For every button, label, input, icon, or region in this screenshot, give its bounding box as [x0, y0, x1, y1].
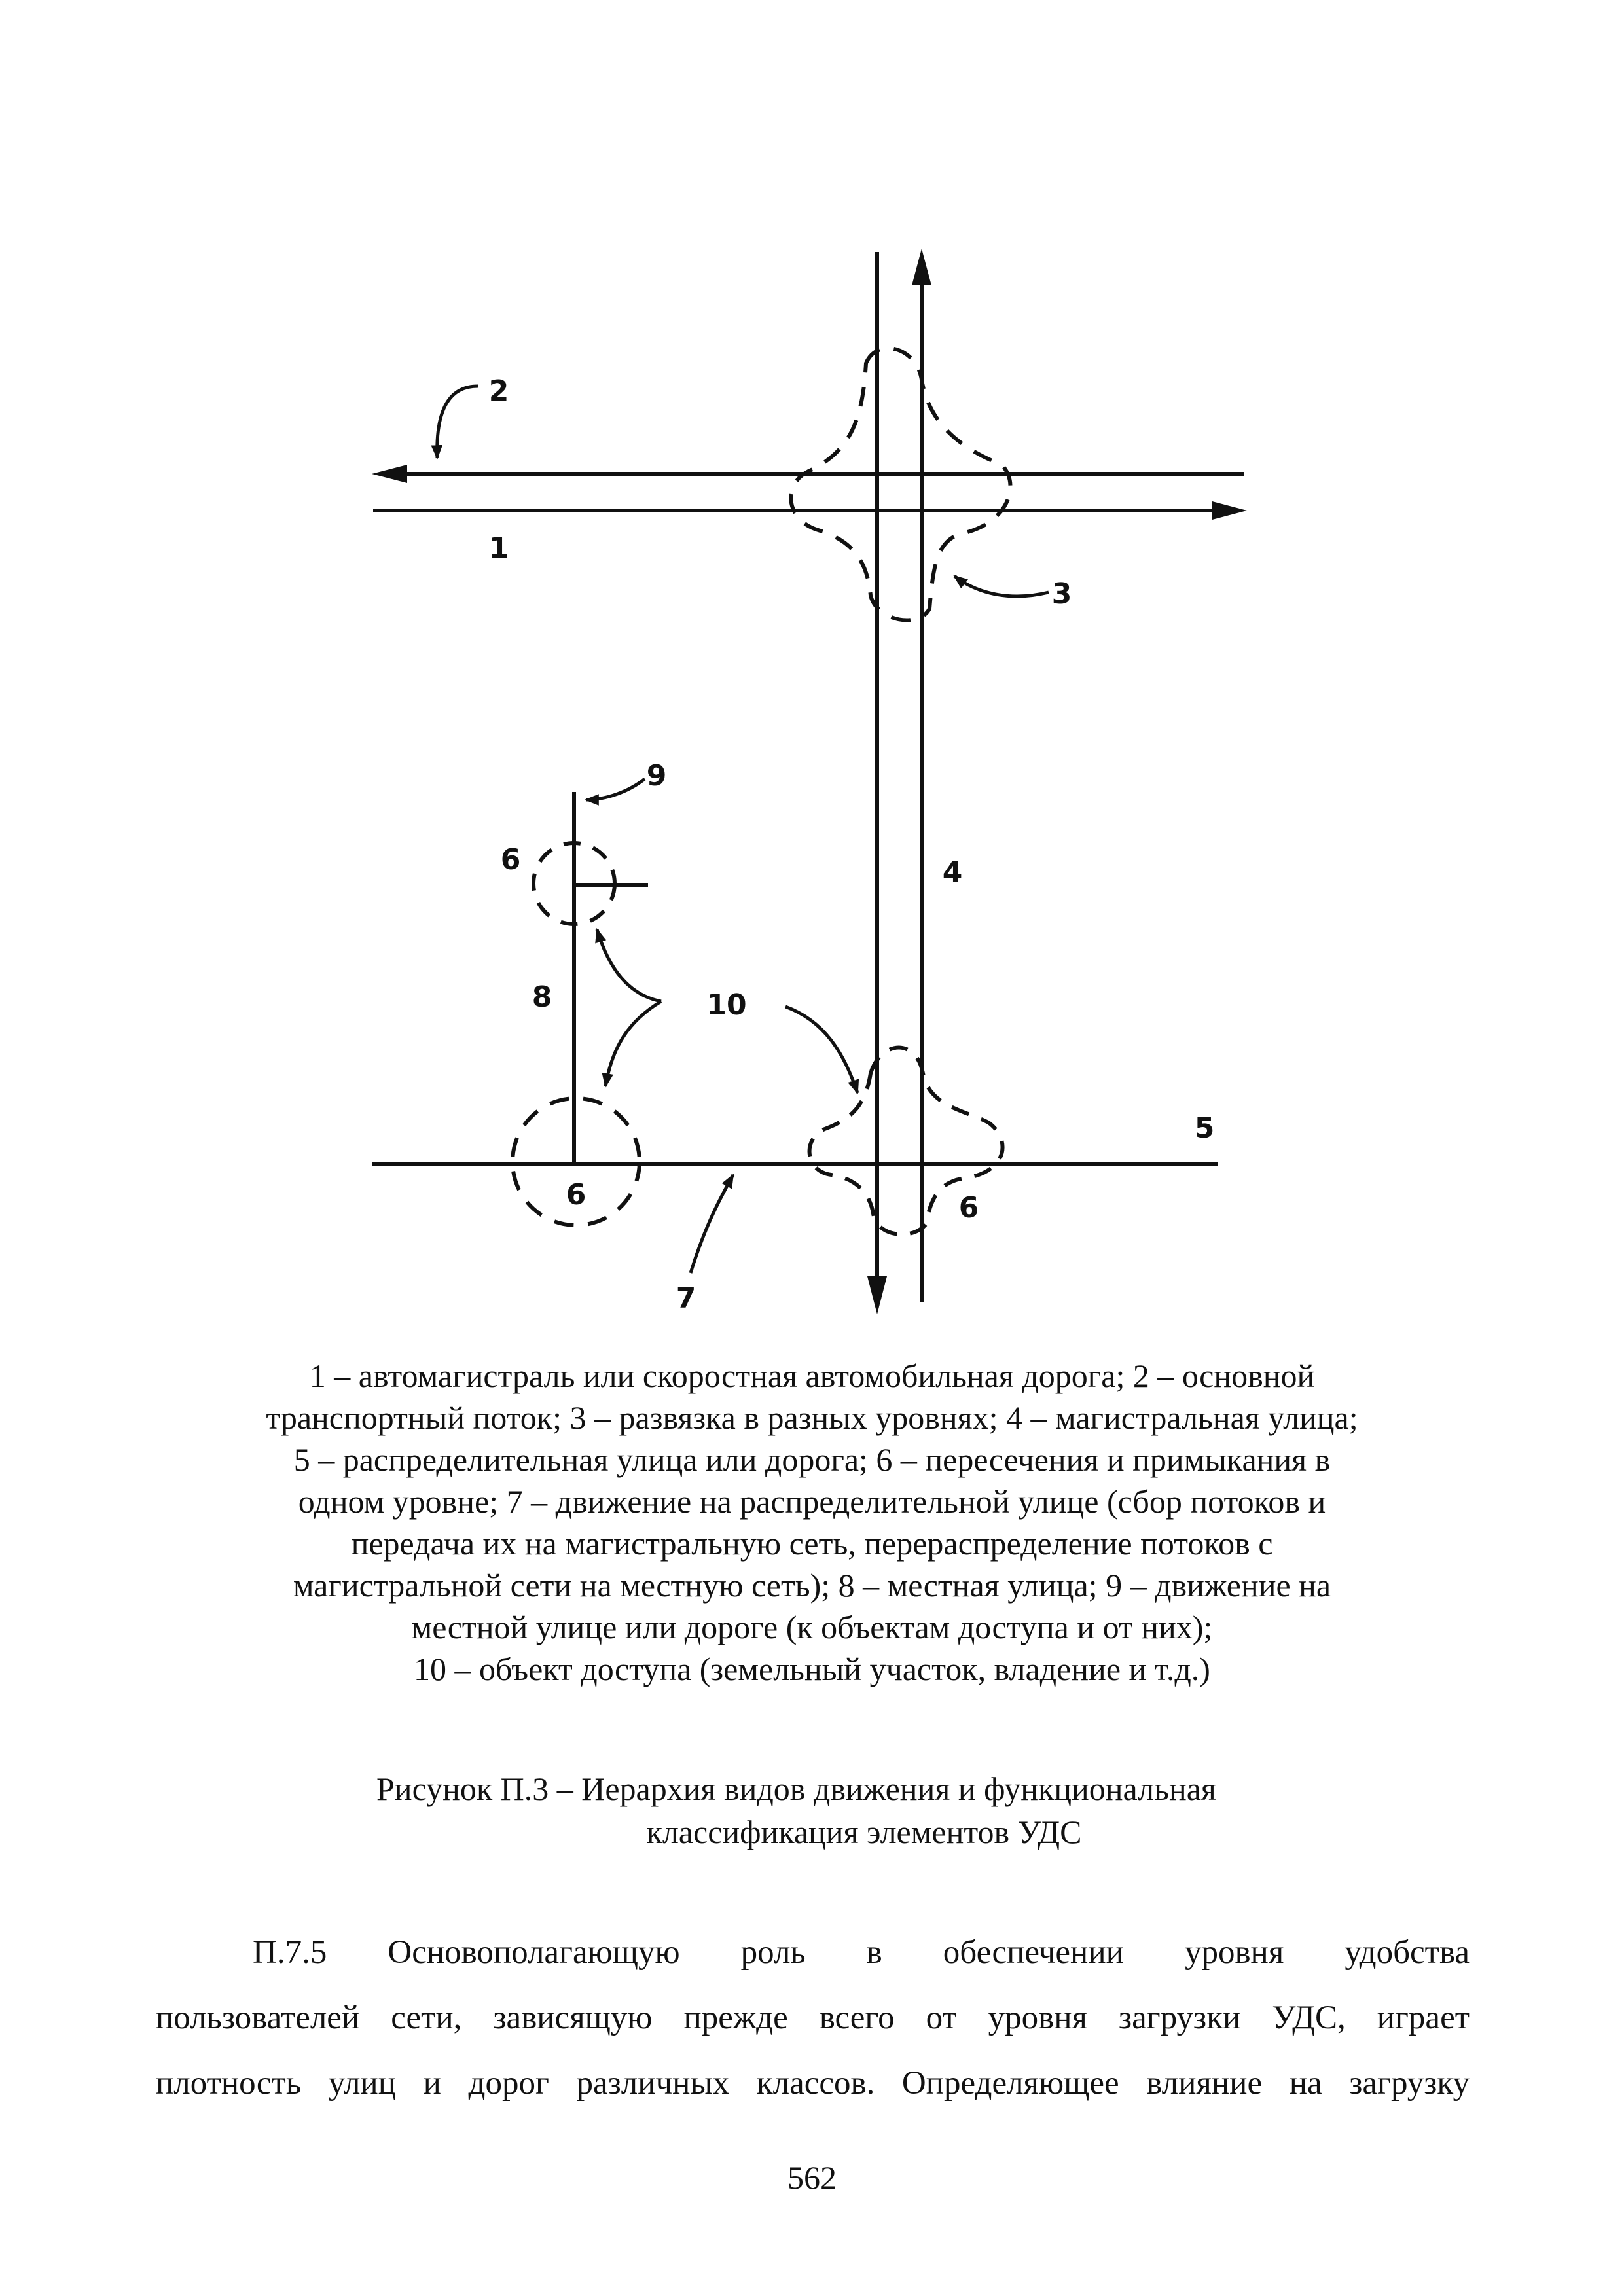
- interchange-outline: [791, 348, 1010, 620]
- legend-line: 1 – автомагистраль или скоростная автомобильная дорога; 2 – основной: [309, 1357, 1315, 1394]
- legend-line: 10 – объект доступа (земельный участок, владение и т.д.): [414, 1651, 1210, 1687]
- local-street-road: [574, 792, 648, 1164]
- page-number: 562: [787, 2159, 837, 2196]
- label-5: 5: [1194, 1111, 1215, 1145]
- legend-line: передача их на магистральную сеть, перераспределение потоков с: [351, 1525, 1273, 1562]
- label-2: 2: [488, 374, 509, 408]
- label-9: 9: [646, 759, 667, 793]
- callout-arrows: [437, 386, 1049, 1273]
- paragraph-line: П.7.5 Основополагающую роль в обеспечении уровня удобства: [253, 1934, 1470, 1971]
- main-street-road: [867, 249, 931, 1314]
- figure-title: [340, 1767, 1388, 1854]
- legend-line: магистральной сети на местную сеть); 8 – местная улица; 9 – движение на: [293, 1567, 1331, 1604]
- legend-line: транспортный поток; 3 – развязка в разных уровнях; 4 – магистральная улица;: [266, 1399, 1358, 1436]
- label-6-main: 6: [958, 1191, 979, 1225]
- label-3: 3: [1051, 577, 1072, 611]
- label-1: 1: [488, 531, 509, 565]
- label-6-upper: 6: [500, 843, 521, 876]
- legend-line: 5 – распределительная улица или дорога; 6 – пересечения и примыкания в: [293, 1441, 1331, 1478]
- label-7: 7: [676, 1282, 696, 1315]
- label-4: 4: [942, 856, 963, 889]
- label-8: 8: [532, 980, 552, 1014]
- paragraph-line: пользователей сети, зависящую прежде всего от уровня загрузки УДС, играет: [156, 2000, 1470, 2036]
- figure-legend: [151, 1355, 1473, 1690]
- body-paragraph: [156, 1920, 1470, 2116]
- paragraph-line: плотность улиц и дорог различных классов. Определяющее влияние на загрузку: [156, 2065, 1470, 2102]
- label-10: 10: [706, 988, 747, 1022]
- label-6-lower: 6: [566, 1178, 586, 1211]
- legend-line: местной улице или дороге (к объектам доступа и от них);: [411, 1609, 1213, 1645]
- figure-title-line-1: Рисунок П.3 – Иерархия видов движения и функциональная: [376, 1770, 1216, 1807]
- figure-title-line-2: классификация элементов УДС: [646, 1814, 1082, 1850]
- legend-line: одном уровне; 7 – движение на распределительной улице (сбор потоков и: [298, 1483, 1326, 1520]
